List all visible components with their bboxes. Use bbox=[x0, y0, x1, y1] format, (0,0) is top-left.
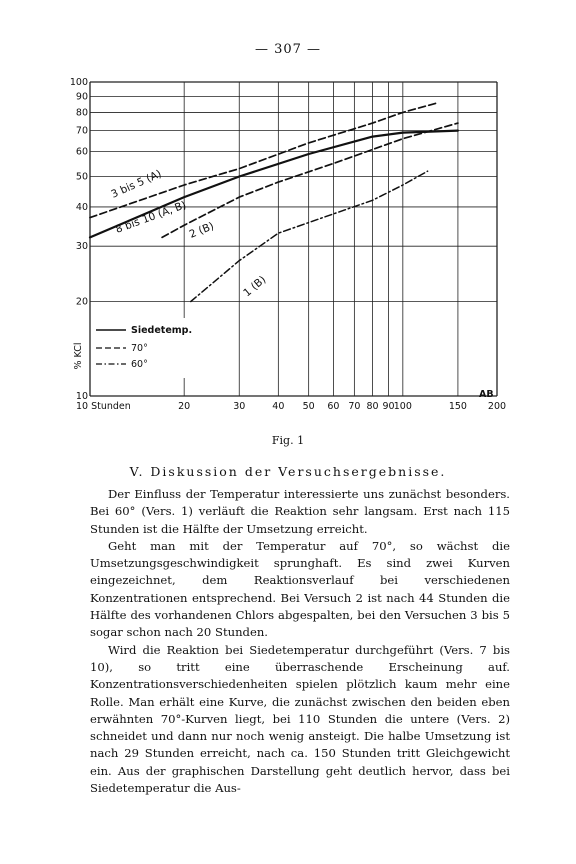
paragraph: Geht man mit der Temperatur auf 70°, so wächst die Umsetzungsgeschwindigkeit sprunghaft. Es sind zwei Kurven eingezeichnet, dem Reaktionsverlauf bei verschiedenen Konzentrationen entsprechend. Bei Versuch 2 ist nach 44 Stunden die Hälfte des vorhandenen Chlors abgespalten, bei den Versuchen 3 bis 5 sogar schon nach 20 Stunden. bbox=[90, 538, 510, 640]
legend-label-60: 60° bbox=[131, 359, 148, 370]
y-tick-label: 60 bbox=[75, 146, 88, 158]
y-tick-label: 80 bbox=[75, 107, 88, 119]
x-tick-label: 150 bbox=[448, 401, 467, 412]
y-tick-label: 70 bbox=[75, 125, 88, 137]
x-tick-label: 100 bbox=[393, 401, 412, 412]
y-tick-label: 90 bbox=[75, 91, 88, 103]
x-tick-label: 90 bbox=[382, 401, 395, 412]
x-tick-label: 60 bbox=[327, 401, 340, 412]
x-tick-label: 80 bbox=[366, 401, 379, 412]
series-label: 1 (B) bbox=[241, 273, 269, 300]
x-tick-label: 10 Stunden bbox=[76, 401, 131, 412]
page-number: — 307 — bbox=[254, 42, 322, 57]
x-tick-label: 20 bbox=[178, 401, 191, 412]
figure-initials: AB bbox=[479, 389, 494, 400]
legend-label-siedetemp: Siedetemp. bbox=[131, 325, 193, 336]
y-tick-label: 10 bbox=[75, 391, 88, 402]
y-tick-label: 50 bbox=[75, 171, 88, 183]
x-tick-label: 70 bbox=[348, 401, 361, 412]
legend bbox=[92, 318, 192, 378]
y-tick-label: 30 bbox=[75, 241, 88, 253]
y-tick-label: 40 bbox=[75, 201, 88, 213]
y-tick-label: 20 bbox=[75, 296, 88, 308]
series-line bbox=[191, 171, 428, 301]
series-label: 3 bis 5 (A) bbox=[109, 167, 164, 201]
y-tick-label: 100 bbox=[69, 77, 88, 88]
section-heading: V. Diskussion der Versuchsergebnisse. bbox=[129, 464, 447, 479]
x-tick-label: 30 bbox=[233, 401, 246, 412]
paragraph: Wird die Reaktion bei Siedetemperatur durchgeführt (Vers. 7 bis 10), so tritt eine überraschende Erscheinung auf. Konzentrationsverschiedenheiten spielen plötzlich kaum mehr eine Rolle. Man erhält eine Kurve, die zunächst zwischen den beiden eben erwähnten 70°-Kurven liegt, bei 110 Stunden die untere (Vers. 2) schneidet und dann nur noch wenig ansteigt. Die halbe Umsetzung ist nach 29 Stunden erreicht, nach ca. 150 Stunden tritt Gleichgewicht ein. Aus der graphischen Darstellung geht deutlich hervor, dass bei Siedetemperatur die Aus- bbox=[90, 642, 510, 796]
body-text bbox=[90, 486, 510, 797]
x-tick-label: 200 bbox=[487, 401, 507, 412]
paragraph: Der Einfluss der Temperatur interessierte uns zunächst besonders. Bei 60° (Vers. 1) verläuft die Reaktion sehr langsam. Erst nach 115 Stunden ist die Hälfte der Umsetzung erreicht. bbox=[90, 487, 510, 536]
series-label: 2 (B) bbox=[187, 220, 216, 241]
figure-chart bbox=[0, 0, 576, 430]
series-labels bbox=[109, 168, 268, 299]
x-tick-label: 50 bbox=[302, 401, 315, 412]
y-axis-label: % KCl bbox=[73, 342, 84, 370]
x-axis-ticks bbox=[76, 401, 506, 412]
series-label: 8 bis 10 (A, B) bbox=[113, 199, 188, 236]
series-line bbox=[162, 123, 458, 237]
x-tick-label: 40 bbox=[272, 401, 285, 412]
series-line bbox=[90, 103, 439, 218]
legend-label-70: 70° bbox=[131, 343, 148, 354]
figure-caption: Fig. 1 bbox=[271, 434, 305, 447]
